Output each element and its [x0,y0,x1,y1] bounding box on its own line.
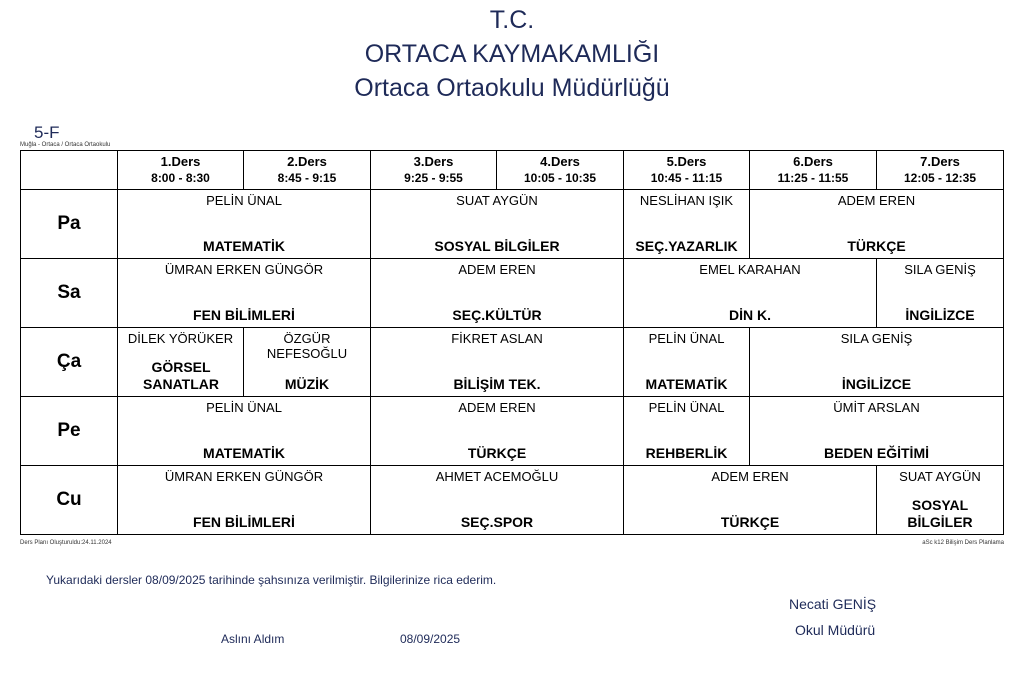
lesson-cell [750,190,1004,259]
period-time: 12:05 - 12:35 [903,171,977,185]
period-name: 3.Ders [413,154,454,169]
subject-name: İNGİLİZCE [905,307,975,323]
footer-software: aSc k12 Bilişim Ders Planlama [922,540,1004,546]
class-name: 5-F [34,123,60,142]
period-header [624,151,750,190]
header-school: Ortaca Ortaokulu Müdürlüğü [354,74,670,102]
period-name: 2.Ders [287,154,327,169]
subject-name: MATEMATİK [645,376,728,392]
day-label: Cu [21,466,118,535]
teacher-name: ÜMİT ARSLAN [833,400,920,415]
day-row [21,328,1004,397]
teacher-name: PELİN ÜNAL [206,193,282,208]
period-header [877,151,1004,190]
subject-name: TÜRKÇE [467,445,527,461]
lesson-cell [624,190,750,259]
subject-name: GÖRSEL SANATLAR [143,359,219,392]
teacher-name: ADEM EREN [458,262,536,277]
lesson-cell [624,259,877,328]
period-time: 8:00 - 8:30 [151,171,210,185]
lesson-cell [118,259,371,328]
subject-name: SOSYAL BİLGİLER [434,238,560,254]
period-name: 1.Ders [160,154,201,169]
period-name: 6.Ders [793,154,833,169]
subject-name: BEDEN EĞİTİMİ [823,445,929,461]
teacher-name: NESLİHAN IŞIK [639,193,734,208]
lesson-cell [118,466,371,535]
teacher-name: DİLEK YÖRÜKER [127,331,234,346]
day-label: Sa [21,259,118,328]
subject-name: FEN BİLİMLERİ [193,307,295,323]
lesson-cell [118,397,371,466]
lesson-cell [371,328,624,397]
day-label: Pe [21,397,118,466]
period-time: 8:45 - 9:15 [277,171,337,185]
teacher-name: SILA GENİŞ [840,331,913,346]
period-header [118,151,244,190]
teacher-name: FİKRET ASLAN [451,331,543,346]
period-name: 5.Ders [666,154,707,169]
receipt-date: 08/09/2025 [400,632,461,646]
lesson-cell [750,328,1004,397]
teacher-name: ADEM EREN [711,469,789,484]
day-label: Pa [21,190,118,259]
teacher-name: ADEM EREN [837,193,916,208]
period-time: 10:45 - 11:15 [650,171,723,185]
period-header [750,151,877,190]
subject-name: SEÇ.SPOR [460,514,534,530]
period-header [497,151,624,190]
lesson-cell [371,190,624,259]
teacher-name: ÜMRAN ERKEN GÜNGÖR [164,469,324,484]
day-row [21,190,1004,259]
period-header [371,151,497,190]
lesson-cell [371,466,624,535]
subject-name: MATEMATİK [203,238,285,254]
lesson-cell [877,259,1004,328]
teacher-name: SUAT AYGÜN [899,469,981,484]
school-subtitle: Muğla - Ortaca / Ortaca Ortaokulu [20,142,111,148]
period-name: 7.Ders [920,154,960,169]
subject-name: SOSYAL BİLGİLER [907,497,973,530]
period-time: 9:25 - 9:55 [404,171,463,185]
teacher-name: EMEL KARAHAN [699,262,801,277]
teacher-name: ÜMRAN ERKEN GÜNGÖR [164,262,324,277]
period-time: 10:05 - 10:35 [523,171,597,185]
teacher-name: SUAT AYGÜN [456,193,538,208]
lesson-cell [371,397,624,466]
footer-created-date: Ders Planı Oluşturuldu:24.11.2024 [20,540,112,546]
corner-cell [21,151,118,190]
subject-name: SEÇ.KÜLTÜR [452,307,542,323]
lesson-cell [877,466,1004,535]
period-name: 4.Ders [540,154,580,169]
subject-name: REHBERLİK [645,445,728,461]
day-row [21,397,1004,466]
lesson-cell [624,397,750,466]
subject-name: TÜRKÇE [847,238,906,254]
lesson-cell [118,190,371,259]
day-row [21,259,1004,328]
subject-name: TÜRKÇE [720,514,780,530]
lesson-cell [750,397,1004,466]
teacher-name: ADEM EREN [458,400,536,415]
header-kaymakamlik: ORTACA KAYMAKAMLIĞI [364,40,660,68]
subject-name: FEN BİLİMLERİ [193,514,295,530]
subject-name: BİLİŞİM TEK. [453,376,541,392]
lesson-cell [624,328,750,397]
receipt-label: Aslını Aldım [221,632,285,646]
teacher-name: PELİN ÜNAL [648,400,725,415]
lesson-cell [624,466,877,535]
period-header [244,151,371,190]
subject-name: MATEMATİK [203,445,285,461]
teacher-name: PELİN ÜNAL [206,400,282,415]
signatory-name: Necati GENİŞ [789,596,877,612]
lesson-cell [371,259,624,328]
period-header-row [21,151,1004,190]
lesson-cell [244,328,371,397]
notice-text: Yukarıdaki dersler 08/09/2025 tarihinde şahsınıza verilmiştir. Bilgilerinize rica ederim. [46,573,497,587]
day-label: Ça [21,328,118,397]
teacher-name: SILA GENİŞ [904,262,976,277]
subject-name: İNGİLİZCE [841,376,912,392]
teacher-name: ÖZGÜR NEFESOĞLU [266,331,348,361]
day-row [21,466,1004,535]
timetable [20,150,1004,535]
subject-name: DİN K. [729,307,771,323]
lesson-cell [118,328,244,397]
teacher-name: AHMET ACEMOĞLU [435,469,559,484]
signatory-title: Okul Müdürü [795,622,876,638]
teacher-name: PELİN ÜNAL [648,331,725,346]
period-time: 11:25 - 11:55 [777,171,849,185]
header-tc: T.C. [489,6,535,34]
subject-name: SEÇ.YAZARLIK [635,238,738,254]
subject-name: MÜZİK [284,376,330,392]
